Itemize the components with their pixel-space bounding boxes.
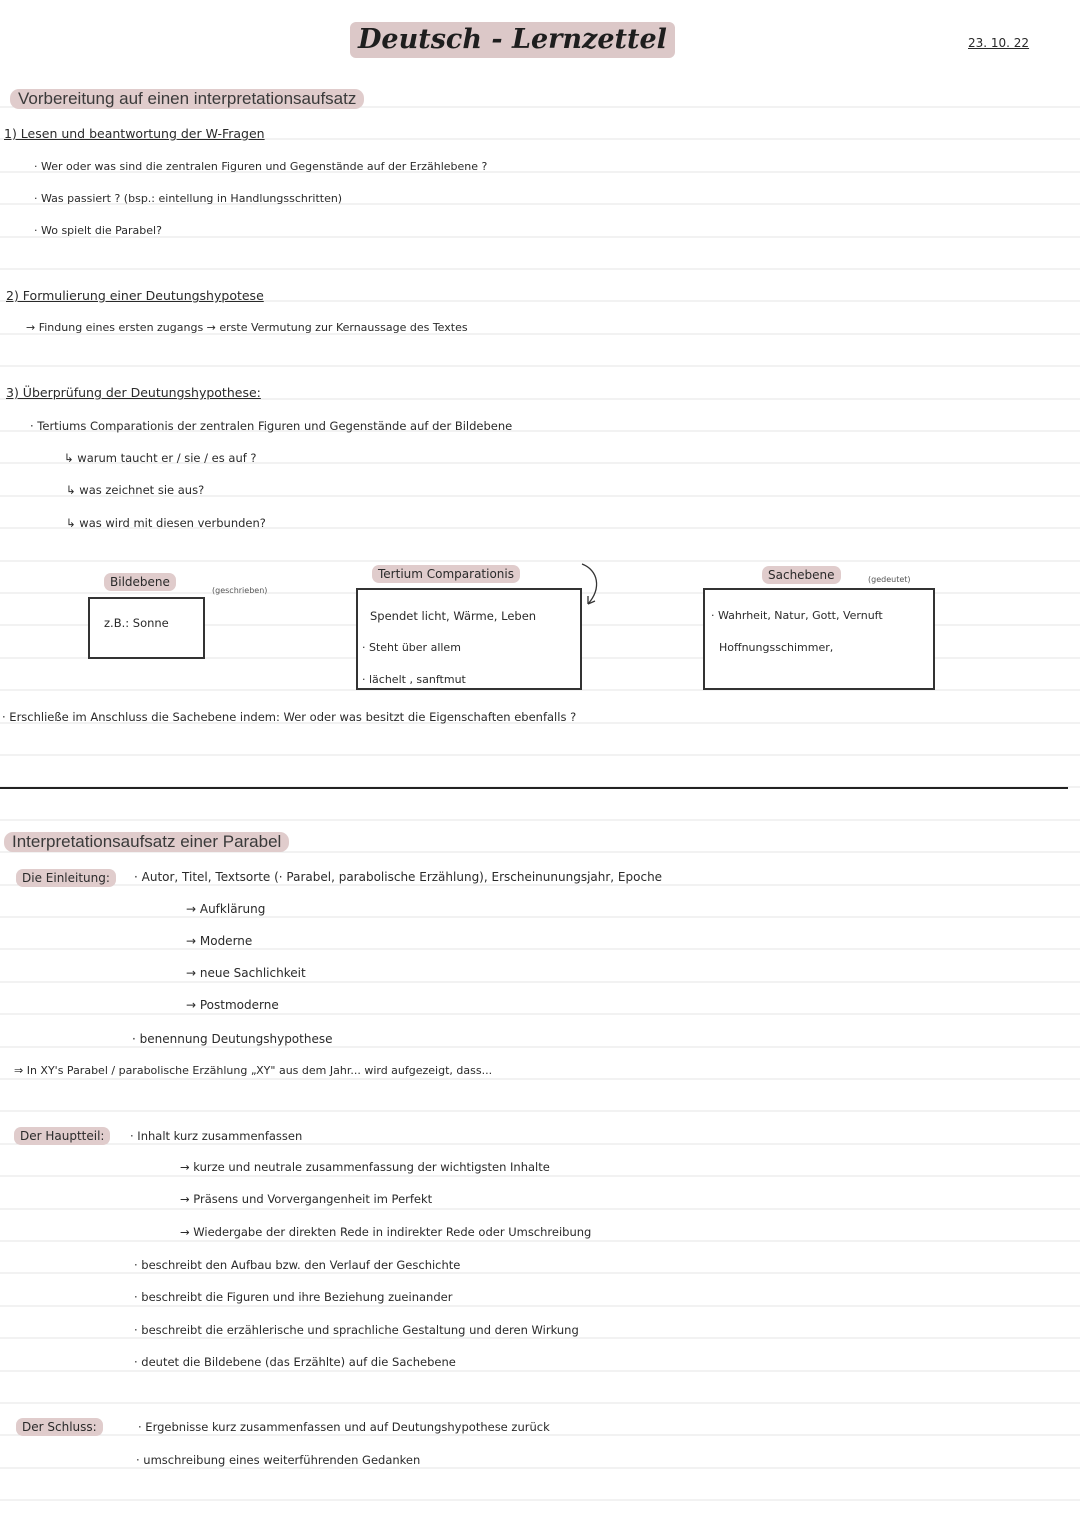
date: 23. 10. 22: [968, 36, 1030, 50]
step2-heading: 2) Formulierung einer Deutungshypotese: [6, 288, 264, 303]
einleitung-text: · Autor, Titel, Textsorte (· Parabel, parabolische Erzählung), Erscheinunungsjahr, Epoche: [134, 870, 663, 884]
schluss-extra: · umschreibung eines weiterführenden Gedanken: [136, 1453, 421, 1467]
step3-heading: 3) Überprüfung der Deutungshypothese:: [6, 385, 261, 400]
schluss-label: Der Schluss:: [16, 1418, 103, 1436]
page-title: Deutsch - Lernzettel: [350, 22, 675, 58]
sachebene-item: · Wahrheit, Natur, Gott, Vernuft: [711, 609, 883, 622]
bildebene-box: [88, 597, 205, 659]
epoche-item: → Moderne: [186, 934, 253, 948]
hauptteil-sub: → kurze und neutrale zusammenfassung der wichtigsten Inhalte: [180, 1160, 550, 1174]
bildebene-label: Bildebene: [104, 573, 176, 591]
hauptteil-point: · beschreibt den Aufbau bzw. den Verlauf der Geschichte: [134, 1258, 461, 1272]
einleitung-label: Die Einleitung:: [16, 869, 116, 887]
step1-item: · Wo spielt die Parabel?: [34, 224, 162, 237]
epoche-item: → Aufklärung: [186, 902, 266, 916]
sachebene-note: (gedeutet): [868, 575, 911, 584]
sachebene-item: Hoffnungsschimmer,: [719, 641, 834, 654]
sachebene-box: [703, 588, 935, 690]
hauptteil-point: · beschreibt die Figuren und ihre Beziehung zueinander: [134, 1290, 453, 1304]
tertium-box: [356, 588, 582, 690]
step3-lead: · Tertiums Comparationis der zentralen Figuren und Gegenstände auf der Bildebene: [30, 419, 513, 433]
section-divider: [0, 787, 1068, 789]
sachebene-label: Sachebene: [762, 566, 841, 584]
tertium-item: · lächelt , sanftmut: [362, 673, 466, 686]
step3-question: ↳ warum taucht er / sie / es auf ?: [64, 451, 257, 465]
hauptteil-text: · Inhalt kurz zusammenfassen: [130, 1129, 303, 1143]
section-title-interpretationsaufsatz: Interpretationsaufsatz einer Parabel: [4, 832, 289, 852]
section-title-vorbereitung: Vorbereitung auf einen interpretationsaufsatz: [10, 89, 364, 109]
step3-question: ↳ was wird mit diesen verbunden?: [66, 516, 266, 530]
hauptteil-sub: → Präsens und Vorvergangenheit im Perfekt: [180, 1192, 433, 1206]
tertium-item: Spendet licht, Wärme, Leben: [370, 609, 537, 623]
schluss-text: · Ergebnisse kurz zusammenfassen und auf Deutungshypothese zurück: [138, 1420, 550, 1434]
bildebene-content: z.B.: Sonne: [104, 616, 169, 630]
section1-conclusion: · Erschließe im Anschluss die Sachebene indem: Wer oder was besitzt die Eigenschaften ebenfalls ?: [2, 710, 577, 724]
step1-item: · Wer oder was sind die zentralen Figuren und Gegenstände auf der Erzählebene ?: [34, 160, 488, 173]
epoche-item: → neue Sachlichkeit: [186, 966, 306, 980]
einleitung-example: ⇒ In XY's Parabel / parabolische Erzählung „XY" aus dem Jahr... wird aufgezeigt, dass...: [14, 1064, 493, 1077]
hauptteil-point: · deutet die Bildebene (das Erzählte) auf die Sachebene: [134, 1355, 456, 1369]
einleitung-benennung: · benennung Deutungshypothese: [132, 1032, 333, 1046]
hauptteil-sub: → Wiedergabe der direkten Rede in indirekter Rede oder Umschreibung: [180, 1225, 592, 1239]
tertium-item: · Steht über allem: [362, 641, 461, 654]
hauptteil-point: · beschreibt die erzählerische und sprachliche Gestaltung und deren Wirkung: [134, 1323, 579, 1337]
tertium-label: Tertium Comparationis: [372, 565, 520, 583]
hauptteil-label: Der Hauptteil:: [14, 1127, 110, 1145]
step2-detail: → Findung eines ersten zugangs → erste Vermutung zur Kernaussage des Textes: [26, 321, 468, 334]
step1-item: · Was passiert ? (bsp.: eintellung in Handlungsschritten): [34, 192, 343, 205]
epoche-item: → Postmoderne: [186, 998, 279, 1012]
step3-question: ↳ was zeichnet sie aus?: [66, 483, 205, 497]
bildebene-note: (geschrieben): [212, 586, 268, 595]
step1-heading: 1) Lesen und beantwortung der W-Fragen: [4, 126, 265, 141]
